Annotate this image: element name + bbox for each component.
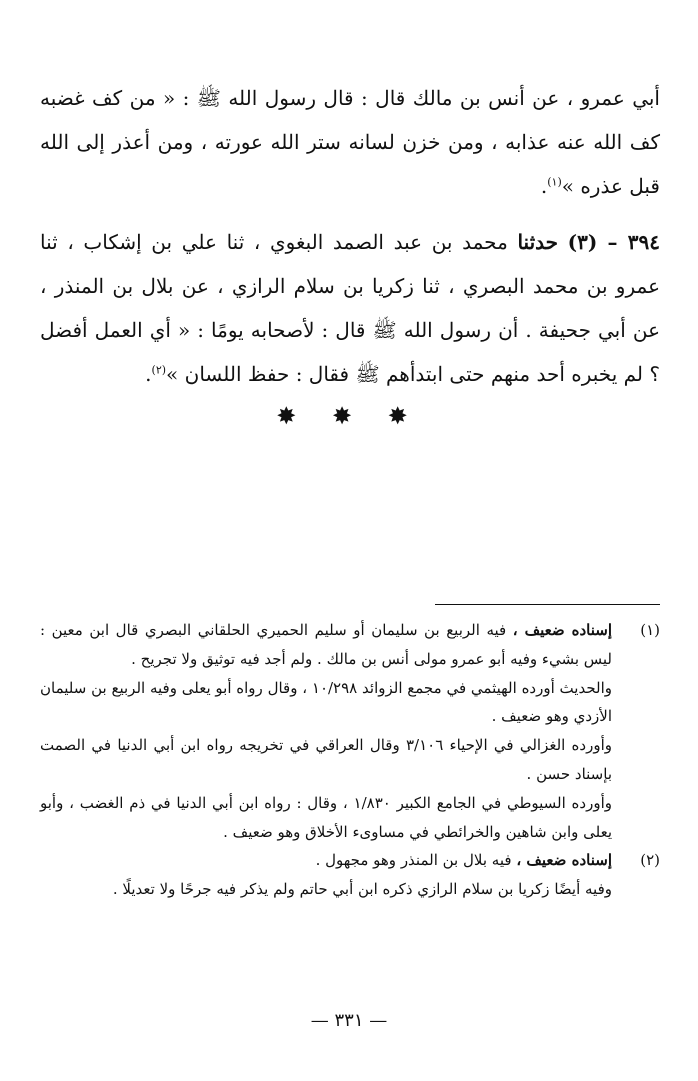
footnote-ref-1: (١) bbox=[547, 175, 562, 189]
footnote-number: (١) bbox=[640, 621, 660, 639]
paragraph-text: أبي عمرو ، عن أنس بن مالك قال : قال رسول الله ﷺ : « من كف غضبه كف الله عنه عذابه ، ومن خزن لسانه ستر الله عورته ، ومن أعذر إلى الله قبل عذره » bbox=[40, 86, 660, 198]
footnote-text: وأورده الغزالي في الإحياء ٣/١٠٦ وقال العراقي في تخريجه رواه ابن أبي الدنيا في الصمت بإسناد حسن . bbox=[40, 736, 612, 783]
footnote-ref-2: (٢) bbox=[151, 363, 167, 377]
paragraph-hadith-394 bbox=[40, 220, 660, 396]
footnote-text: فيه بلال بن المنذر وهو مجهول . bbox=[315, 851, 512, 870]
footnote-paragraph bbox=[40, 674, 612, 732]
page-number: — ٣٣١ — bbox=[310, 1010, 388, 1031]
footnote-label: إسناده ضعيف ، bbox=[512, 621, 612, 639]
paragraph-text: محمد بن عبد الصمد البغوي ، ثنا علي بن إشكاب ، ثنا عمرو بن محمد البصري ، ثنا زكريا بن سلام الرازي ، عن بلال بن المنذر ، عن أبي جحيفة . أن رسول الله ﷺ قال : لأصحابه يومًا : « أي العمل أفضل ؟ لم يخبره أحد منهم حتى ابتدأهم ﷺ فقال : حفظ اللسان » bbox=[40, 230, 660, 386]
footnote-paragraph bbox=[40, 789, 612, 847]
footnote-divider bbox=[435, 604, 660, 605]
paragraph-end: . bbox=[145, 362, 152, 386]
hadith-number: ٣٩٤ – (٣) bbox=[567, 230, 661, 254]
footnote-paragraph bbox=[40, 846, 612, 875]
footnote-text: فيه الربيع بن سليمان أو سليم الحميري الحلقاني البصري قال ابن معين : ليس بشيء وفيه أبو عمرو مولى أنس بن مالك . ولم أجد فيه توثيق ولا تجريح . bbox=[40, 621, 612, 668]
footnote-number: (٢) bbox=[640, 851, 660, 870]
footnotes bbox=[40, 616, 660, 904]
footnote-label: إسناده ضعيف ، bbox=[516, 851, 612, 870]
footnote-text: والحديث أورده الهيثمي في مجمع الزوائد ١٠/٢٩٨ ، وقال رواه أبو يعلى وفيه الربيع بن سليمان الأزدي وهو ضعيف . bbox=[40, 678, 612, 726]
paragraph-end: . bbox=[540, 174, 548, 198]
footnote-paragraph bbox=[40, 875, 612, 904]
footnote-text: وأورده السيوطي في الجامع الكبير ١/٨٣٠ ، وقال : رواه ابن أبي الدنيا في ذم الغضب ، وأبو يعلى وابن شاهين والخرائطي في مساوىء الأخلاق وهو ضعيف . bbox=[40, 793, 612, 841]
footnote-1 bbox=[40, 616, 660, 846]
footnote-paragraph bbox=[40, 616, 612, 674]
footnote-paragraph bbox=[40, 731, 612, 789]
footnote-2 bbox=[40, 846, 660, 904]
hadith-opening: حدثنا bbox=[517, 230, 558, 254]
paragraph-hadith-393-end bbox=[40, 76, 660, 208]
main-text bbox=[40, 76, 660, 396]
section-separator: ✸ ✸ ✸ bbox=[276, 402, 422, 430]
footnote-text: وفيه أيضًا زكريا بن سلام الرازي ذكره ابن أبي حاتم ولم يذكر فيه جرحًا ولا تعديلًا . bbox=[112, 880, 612, 899]
